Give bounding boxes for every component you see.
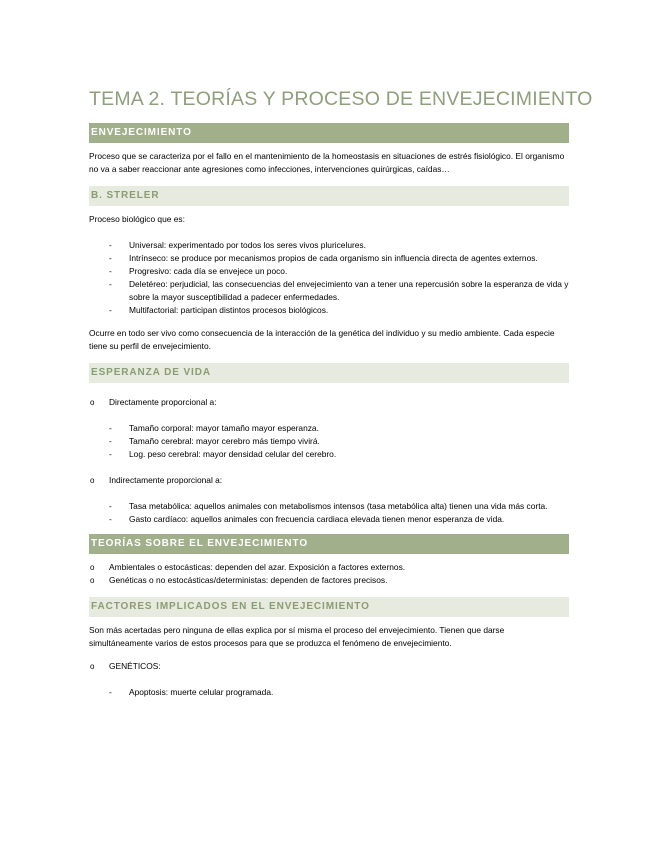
circle-bullet: o (90, 398, 95, 407)
streler-intro: Proceso biológico que es: (89, 214, 185, 224)
dash-bullet: - (109, 501, 112, 511)
dash-bullet: - (109, 687, 112, 697)
circle-item-text: Genéticas o no estocásticas/deterministas: dependen de factores precisos. (109, 575, 388, 585)
list-item (89, 239, 569, 252)
esperanza-directa-list (89, 422, 569, 461)
circle-bullet: o (90, 563, 95, 572)
dash-bullet: - (109, 423, 112, 433)
list-item-text: Tamaño corporal: mayor tamaño mayor esperanza. (129, 423, 319, 433)
list-item-text: Multifactorial: participan distintos procesos biológicos. (129, 305, 329, 315)
section-heading-factores: FACTORES IMPLICADOS EN EL ENVEJECIMIENTO (89, 597, 569, 617)
section-heading-esperanza: ESPERANZA DE VIDA (89, 363, 569, 383)
list-item (89, 422, 569, 435)
dash-bullet: - (109, 436, 112, 446)
list-item-text: Deletéreo: perjudicial, las consecuencias del envejecimiento van a tener una repercusión sobre la esperanza de vida y sobre la mayor susceptibilidad a padecer enfermedades. (129, 279, 569, 302)
document-page (89, 85, 593, 699)
teorias-item (89, 574, 569, 587)
dash-bullet: - (109, 305, 112, 315)
list-item-text: Tamaño cerebral: mayor cerebro más tiempo vivirá. (129, 436, 320, 446)
circle-bullet: o (90, 662, 95, 671)
dash-bullet: - (109, 266, 112, 276)
list-item-text: Apoptosis: muerte celular programada. (129, 687, 274, 697)
dash-bullet: - (109, 240, 112, 250)
section-heading-envejecimiento: ENVEJECIMIENTO (89, 123, 569, 143)
list-item (89, 448, 569, 461)
document-title: TEMA 2. TEORÍAS Y PROCESO DE ENVEJECIMIENTO (89, 88, 593, 110)
factores-geneticos-label (89, 660, 569, 673)
circle-bullet: o (90, 476, 95, 485)
list-item (89, 252, 569, 265)
circle-item-text: GENÉTICOS: (109, 661, 161, 671)
list-item-text: Gasto cardíaco: aquellos animales con frecuencia cardiaca elevada tienen menor esperanza de vida. (129, 514, 505, 524)
list-item-text: Log. peso cerebral: mayor densidad celular del cerebro. (129, 449, 337, 459)
list-item (89, 265, 569, 278)
esperanza-indirecta-list (89, 500, 569, 526)
esperanza-indirecta-label (89, 474, 569, 487)
factores-geneticos-list (89, 686, 569, 699)
section-heading-streler: B. STRELER (89, 186, 569, 206)
teorias-item (89, 561, 569, 574)
dash-bullet: - (109, 514, 112, 524)
list-item (89, 278, 569, 304)
list-item (89, 686, 569, 699)
streler-list (89, 239, 569, 317)
dash-bullet: - (109, 449, 112, 459)
envejecimiento-paragraph: Proceso que se caracteriza por el fallo en el mantenimiento de la homeostasis en situaciones de estrés fisiológico. El organismo no va a saber reaccionar ante agresiones como infecciones, intervenciones quirúrgicas, caídas… (89, 151, 565, 174)
streler-closing: Ocurre en todo ser vivo como consecuencia de la interacción de la genética del individuo y su medio ambiente. Cada especie tiene su perfil de envejecimiento. (89, 328, 555, 351)
list-item (89, 435, 569, 448)
factores-paragraph: Son más acertadas pero ninguna de ellas explica por sí misma el proceso del envejecimiento. Tienen que darse simultáneamente varios de estos procesos para que se produzca el fenómeno de envejecimiento. (89, 625, 505, 648)
list-item-text: Intrínseco: se produce por mecanismos propios de cada organismo sin influencia directa de agentes externos. (129, 253, 538, 263)
list-item (89, 304, 569, 317)
list-item (89, 500, 569, 513)
esperanza-directa-label (89, 396, 569, 409)
list-item (89, 513, 569, 526)
list-item-text: Progresivo: cada día se envejece un poco. (129, 266, 288, 276)
circle-item-text: Ambientales o estocásticas: dependen del azar. Exposición a factores externos. (109, 562, 406, 572)
circle-item-text: Directamente proporcional a: (109, 397, 217, 407)
circle-item-text: Indirectamente proporcional a: (109, 475, 223, 485)
list-item-text: Tasa metabólica: aquellos animales con metabolismos intensos (tasa metabólica alta) tienen una vida más corta. (129, 501, 548, 511)
dash-bullet: - (109, 253, 112, 263)
list-item-text: Universal: experimentado por todos los seres vivos pluricelures. (129, 240, 366, 250)
circle-bullet: o (90, 576, 95, 585)
section-heading-teorias: TEORÍAS SOBRE EL ENVEJECIMIENTO (89, 534, 569, 554)
dash-bullet: - (109, 279, 112, 289)
